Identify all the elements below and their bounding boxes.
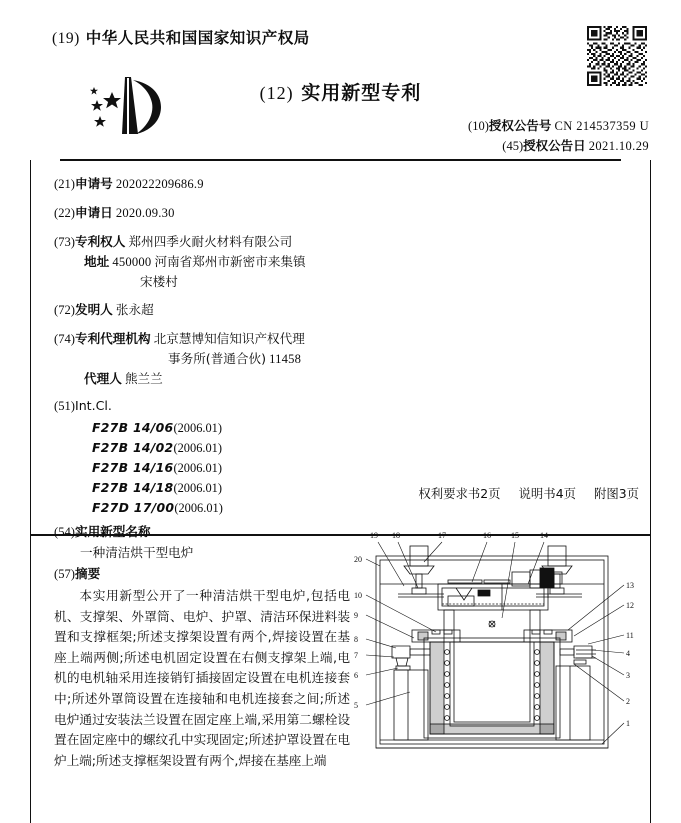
ref-19: 19: [370, 531, 378, 540]
issuing-office-name: 中华人民共和国国家知识产权局: [85, 29, 310, 47]
field-inventor: [54, 300, 651, 320]
inid-51: (51): [54, 399, 75, 413]
agent-name: 熊兰兰: [124, 371, 163, 386]
inid-57: (57): [54, 567, 75, 581]
ref-17: 17: [438, 531, 446, 540]
ref-3: 3: [626, 671, 630, 680]
ref-6: 6: [354, 671, 358, 680]
agency-code: 11458: [269, 352, 302, 366]
application-date-value: 2020.09.30: [115, 206, 175, 220]
inid-19: (19): [52, 30, 80, 47]
ref-12: 12: [626, 601, 634, 610]
field-application-number: [54, 174, 651, 194]
invention-title: 一种清洁烘干型电炉: [80, 545, 194, 560]
abstract-paragraph: 本实用新型公开了一种清洁烘干型电炉,包括电机、支撑架、外罩筒、电炉、护罩、清洁环保进料装置和支撑框架;所述支撑架设置有两个,焊接设置在基座上端两侧;所述电机固定设置在右侧支撑架上端,电机的电机轴采用连接销钉插接固定设置在电机连接套中;所述外罩筒设置在连接轴和电机连接套之间;所述电炉通过安装法兰设置在固定座上端,采用第二螺栓设置在固定座中的螺纹孔中实现固定;所述护罩设置在电炉上端;所述支撑框架设置有两个,焊接在基座上端: [54, 588, 350, 768]
ipc-code: F27B 14/06: [92, 420, 174, 435]
agency-name-line-2-row: [54, 349, 651, 369]
abstract-section-label: 摘要: [74, 566, 101, 581]
ref-13: 13: [626, 581, 634, 590]
title-section-heading: [54, 522, 350, 542]
ipc-entry: [54, 438, 651, 458]
abstract-section-heading: [54, 564, 350, 584]
ipc-code: F27B 14/02: [92, 440, 174, 455]
claims-page-count: 权利要求书2页: [418, 486, 501, 501]
agency-name-line-1: 北京慧博知信知识产权代理: [153, 331, 305, 346]
ref-2: 2: [626, 697, 630, 706]
ipc-entry: [54, 458, 651, 478]
inid-21: (21): [54, 177, 75, 191]
description-page-count: 说明书4页: [518, 486, 576, 501]
address-line-2: 宋楼村: [140, 274, 178, 289]
publication-date-label: 授权公告日: [523, 138, 586, 153]
document-header: [30, 0, 651, 160]
publication-number-line: [468, 116, 649, 136]
inid-12: (12): [259, 83, 294, 103]
field-ipc: [54, 398, 651, 414]
field-agency: [54, 329, 651, 389]
abstract-text-column: [30, 522, 350, 771]
agent-row: [54, 369, 651, 389]
inventor-label: 发明人: [74, 302, 113, 317]
inid-54: (54): [54, 525, 75, 539]
ipc-label: Int.Cl.: [74, 398, 112, 413]
abstract-figure: [352, 526, 652, 766]
ref-14: 14: [540, 531, 548, 540]
ref-18: 18: [392, 531, 400, 540]
inid-74: (74): [54, 332, 75, 346]
inid-22: (22): [54, 206, 75, 220]
inventor-name: 张永超: [115, 302, 154, 317]
ref-16: 16: [483, 531, 491, 540]
ipc-list: [54, 418, 651, 518]
kind-title-text: 实用新型专利: [301, 82, 422, 104]
field-patentee: [54, 232, 651, 291]
ref-15: 15: [511, 531, 519, 540]
ref-5: 5: [354, 701, 358, 710]
ipc-version: (2006.01): [173, 441, 223, 455]
inid-10: (10): [468, 119, 489, 133]
ref-20: 20: [354, 555, 362, 564]
ref-8-left: 8: [354, 635, 358, 644]
address-line-1: 河南省郑州市新密市来集镇: [154, 254, 306, 269]
publication-number-label: 授权公告号: [488, 118, 552, 133]
application-number-label: 申请号: [74, 176, 113, 191]
document-kind-title: [30, 78, 651, 105]
agency-label: 专利代理机构: [74, 331, 151, 346]
ipc-code: F27B 14/16: [92, 460, 174, 475]
qr-code: [587, 26, 647, 86]
publication-date-value: 2021.10.29: [588, 139, 649, 153]
abstract-figure-column: [350, 522, 651, 771]
inid-73: (73): [54, 235, 75, 249]
application-number-value: 202022209686.9: [115, 177, 204, 191]
issuing-office: [52, 26, 310, 48]
ref-10: 10: [354, 591, 362, 600]
abstract-body: [54, 586, 350, 771]
application-date-label: 申请日: [74, 205, 113, 220]
ref-9: 9: [354, 611, 358, 620]
ipc-code: F27B 14/18: [92, 480, 174, 495]
patentee-label: 专利权人: [74, 234, 126, 249]
field-application-date: [54, 203, 651, 223]
inid-72: (72): [54, 303, 75, 317]
agent-label: 代理人: [84, 371, 122, 386]
bibliographic-data: [30, 160, 651, 515]
ref-4: 4: [626, 649, 630, 658]
patentee-address-line: [54, 252, 651, 272]
ref-7: 7: [354, 651, 358, 660]
ipc-code: F27D 17/00: [92, 500, 175, 515]
publication-number-value: CN 214537359 U: [554, 119, 649, 133]
publication-identifiers: [468, 116, 649, 156]
patentee-name: 郑州四季火耐火材料有限公司: [128, 234, 293, 249]
inid-45: (45): [502, 139, 524, 153]
abstract-area: [30, 512, 651, 771]
ipc-version: (2006.01): [174, 501, 223, 515]
address-label: 地址: [84, 254, 110, 269]
drawings-page-count: 附图3页: [593, 486, 639, 501]
ref-11: 11: [626, 631, 634, 640]
page-counts: [418, 484, 639, 502]
ipc-entry: [54, 418, 651, 438]
title-section-label: 实用新型名称: [74, 524, 151, 539]
ipc-version: (2006.01): [173, 481, 223, 495]
agency-name-line-2: 事务所(普通合伙): [168, 351, 266, 366]
address-postcode: 450000: [112, 255, 152, 269]
ref-1: 1: [626, 719, 630, 728]
ipc-version: (2006.01): [173, 461, 223, 475]
ipc-version: (2006.01): [173, 421, 223, 435]
publication-date-line: [468, 136, 649, 156]
